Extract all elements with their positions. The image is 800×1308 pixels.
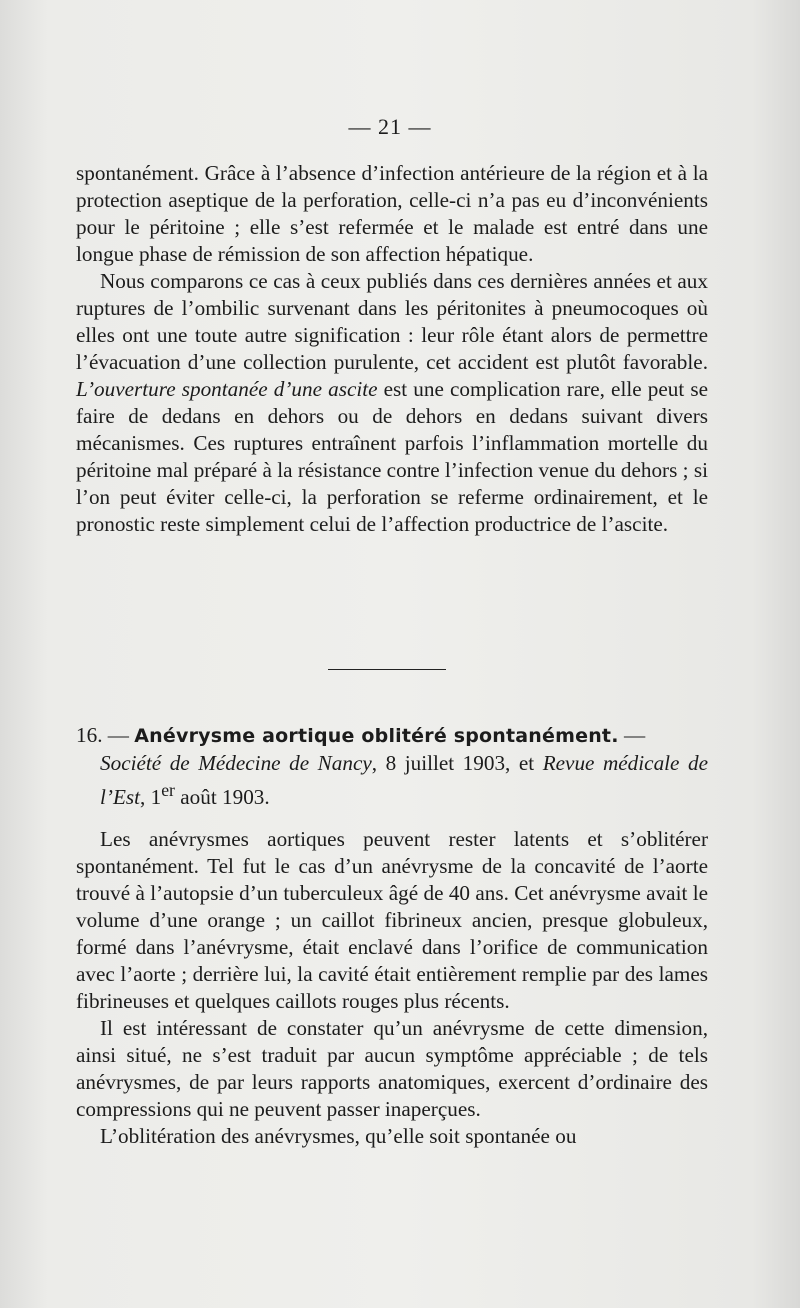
page-number: — 21 — xyxy=(348,114,432,139)
citation-end: août 1903. xyxy=(174,785,270,810)
paragraph: Il est intéressant de constater qu’un anévrysme de cette dimension, ainsi situé, ne s’est traduit par aucun symptôme appréciable ; de tels anévrysmes, de par leurs rapports anatomiques, exercent d’ordinaire des compressions qui ne peuvent passer inaperçues. xyxy=(76,1016,708,1121)
paragraph: spontanément. Grâce à l’absence d’infection antérieure de la région et à la protection aseptique de la perforation, celle-ci n’a pas eu d’inconvénients pour le péritoine ; elle s’est refermée et le malade est entré dans une longue phase de rémission de son affection hépatique. xyxy=(76,161,708,266)
citation-issue: , 1 xyxy=(140,785,162,810)
entry-number: 16. — xyxy=(76,723,135,747)
entry-title: Anévrysme aortique oblitéré spontanément. xyxy=(134,725,619,747)
entry-title-line xyxy=(76,722,708,750)
bottom-text-section xyxy=(76,826,708,1150)
citation-journal: Revue médicale de l’Est xyxy=(100,751,708,810)
paragraph xyxy=(76,268,708,538)
citation-sup: er xyxy=(161,780,175,800)
entry-heading xyxy=(76,722,708,811)
entry-citation xyxy=(76,750,708,811)
paragraph: L’oblitération des anévrysmes, qu’elle soit spontanée ou xyxy=(100,1124,577,1148)
citation-society: Société de Médecine de Nancy xyxy=(100,751,372,775)
citation-date: , 8 juillet 1903, et xyxy=(371,751,543,775)
paragraph-text: est une complication rare, elle peut se faire de dedans en dehors ou de dehors en dedans suivant divers mécanismes. Ces ruptures entraînent parfois l’inflammation mortelle du péritoine mal préparé à la résistance contre l’infection venue du dehors ; si l’on peut éviter celle-ci, la perforation se referme ordinairement, et le pronostic reste simplement celui de l’affection productrice de l’ascite. xyxy=(76,377,708,536)
paragraph: Les anévrysmes aortiques peuvent rester latents et s’oblitérer spontanément. Tel fut le cas d’un anévrysme de la concavité de l’aorte trouvé à l’autopsie d’un tuberculeux âgé de 40 ans. Cet anévrysme avait le volume d’une orange ; un caillot fibrineux ancien, presque globuleux, formé dans l’anévrysme, était enclavé dans l’orifice de communication avec l’aorte ; derrière lui, la cavité était entièrement remplie par des lames fibrineuses et quelques caillots rouges plus récents. xyxy=(76,827,708,1013)
section-divider xyxy=(328,669,446,670)
entry-dash: — xyxy=(618,723,646,747)
paragraph-text: Nous comparons ce cas à ceux publiés dans ces dernières années et aux ruptures de l’ombilic survenant dans les péritonites à pneumocoques où elles ont une toute autre signification : leur rôle étant alors de permettre l’évacuation d’une collection purulente, cet accident est plutôt favorable. xyxy=(76,269,708,374)
top-text-section xyxy=(76,160,708,538)
italic-phrase: L’ouverture spontanée d’une ascite xyxy=(76,377,378,401)
